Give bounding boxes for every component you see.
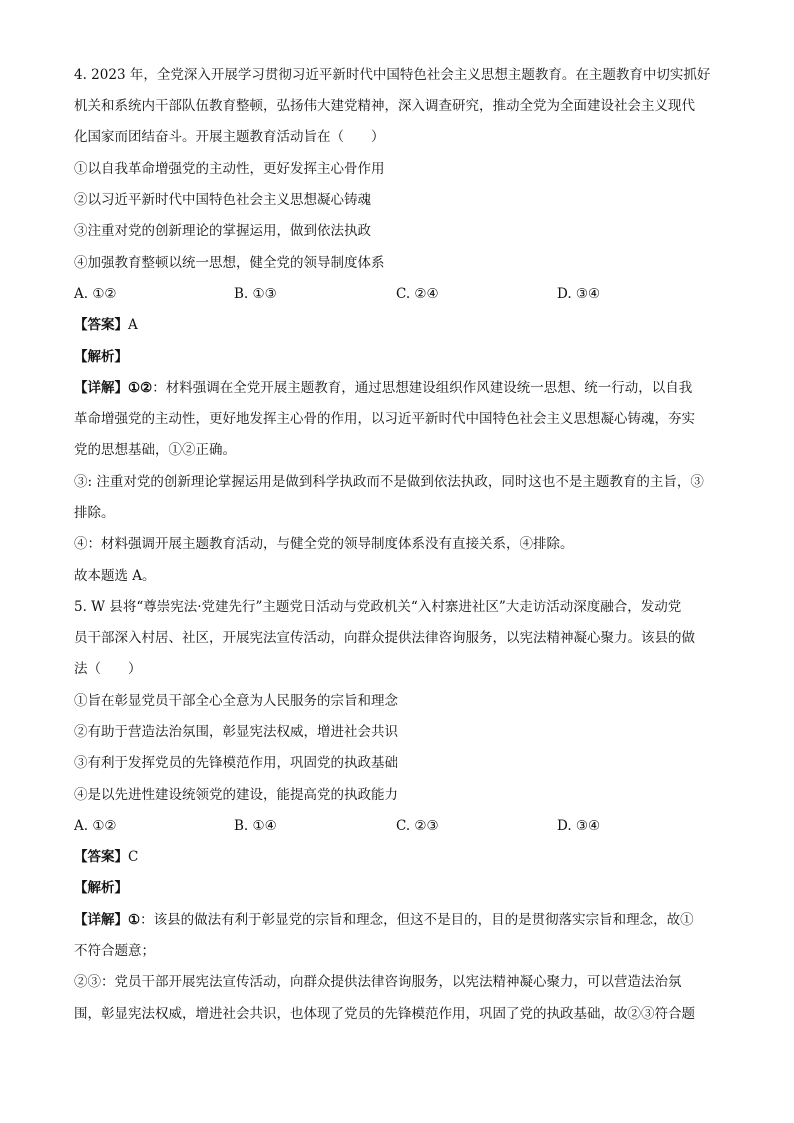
q4-conclusion: 故本题选 A。 (74, 568, 156, 584)
answer-value: A (128, 317, 138, 333)
q4-detail-line-2: 革命增强党的主动性，更好地发挥主心骨的作用，以习近平新时代中国特色社会主义思想凝心铸魂，夯实 (74, 411, 695, 427)
q4-option-a: A. ①② (74, 286, 117, 302)
q4-detail-line-3: 党的思想基础，①②正确。 (74, 442, 236, 458)
q4-answer (74, 315, 724, 335)
q4-stem-line-3: 化国家而团结奋斗。开展主题教育活动旨在（ ） (74, 129, 385, 145)
q5-stem-line-2: 员干部深入村居、社区，开展宪法宣传活动，向群众提供法律咨询服务，以宪法精神凝心聚力。该县的做 (74, 630, 695, 646)
detail-label: 【详解】 (74, 380, 128, 396)
q5-detail-line-3: ②③：党员干部开展宪法宣传活动，向群众提供法律咨询服务，以宪法精神凝心聚力，可以营造法治氛 (74, 974, 682, 990)
q5-detail-line-1: 【详解】①：该县的做法有利于彰显党的宗旨和理念，但这不是目的，目的是贯彻落实宗旨和理念，故① (74, 912, 694, 928)
q4-detail-line-4: ③: 注重对党的创新理论掌握运用是做到科学执政而不是做到依法执政，同时这也不是主题教育的主旨，③ (74, 474, 704, 490)
q5-analysis-label: 【解析】 (74, 880, 128, 896)
q4-option-b: B. ①③ (234, 286, 277, 302)
q5-option-a: A. ①② (74, 818, 117, 834)
q5-item-2: ②有助于营造法治氛围，彰显宪法权威，增进社会共识 (74, 724, 398, 740)
q5-item-3: ③有利于发挥党员的先锋模范作用，巩固党的执政基础 (74, 755, 398, 771)
q4-detail-line-6: ④：材料强调开展主题教育活动，与健全党的领导制度体系没有直接关系，④排除。 (74, 536, 574, 552)
q4-stem-line-2: 机关和系统内干部队伍教育整顿，弘扬伟大建党精神，深入调查研究，推动全党为全面建设社会主义现代 (74, 98, 695, 114)
q4-item-3: ③注重对党的创新理论的掌握运用，做到依法执政 (74, 223, 371, 239)
detail-label: 【详解】 (74, 912, 128, 928)
answer-value: C (128, 849, 139, 865)
detail-nums: ①② (128, 380, 153, 396)
q5-stem-line-3: 法（ ） (74, 661, 142, 677)
q4-analysis-label: 【解析】 (74, 349, 128, 365)
q5-option-d: D. ③④ (557, 818, 601, 834)
q5-detail-line-2: 不符合题意； (74, 943, 155, 959)
q4-option-c: C. ②④ (396, 286, 439, 302)
q4-detail-line-5: 排除。 (74, 505, 115, 521)
q4-detail-line-1: 【详解】①②：材料强调在全党开展主题教育，通过思想建设组织作风建设统一思想、统一行动，以自我 (74, 380, 693, 396)
answer-label: 【答案】 (74, 317, 128, 333)
q4-item-1: ①以自我革命增强党的主动性，更好发挥主心骨作用 (74, 161, 385, 177)
q4-item-2: ②以习近平新时代中国特色社会主义思想凝心铸魂 (74, 192, 371, 208)
q4-option-d: D. ③④ (557, 286, 601, 302)
answer-label: 【答案】 (74, 849, 128, 865)
q5-stem-line-1: 5. W 县将“尊崇宪法·党建先行”主题党日活动与党政机关“入村寨进社区”大走访活动深度融合，发动党 (74, 599, 682, 615)
detail-nums: ① (128, 912, 141, 928)
q5-item-4: ④是以先进性建设统领党的建设，能提高党的执政能力 (74, 787, 398, 803)
q5-option-c: C. ②③ (396, 818, 439, 834)
q4-stem-line-1: 4. 2023 年，全党深入开展学习贯彻习近平新时代中国特色社会主义思想主题教育。在主题教育中切实抓好 (74, 67, 711, 83)
q4-item-4: ④加强教育整顿以统一思想，健全党的领导制度体系 (74, 255, 385, 271)
q5-detail-line-4: 围，彰显宪法权威，增进社会共识，也体现了党员的先锋模范作用，巩固了党的执政基础，故②③符合题 (74, 1006, 695, 1022)
q5-answer (74, 847, 724, 867)
q5-item-1: ①旨在彰显党员干部全心全意为人民服务的宗旨和理念 (74, 693, 398, 709)
q5-option-b: B. ①④ (234, 818, 277, 834)
